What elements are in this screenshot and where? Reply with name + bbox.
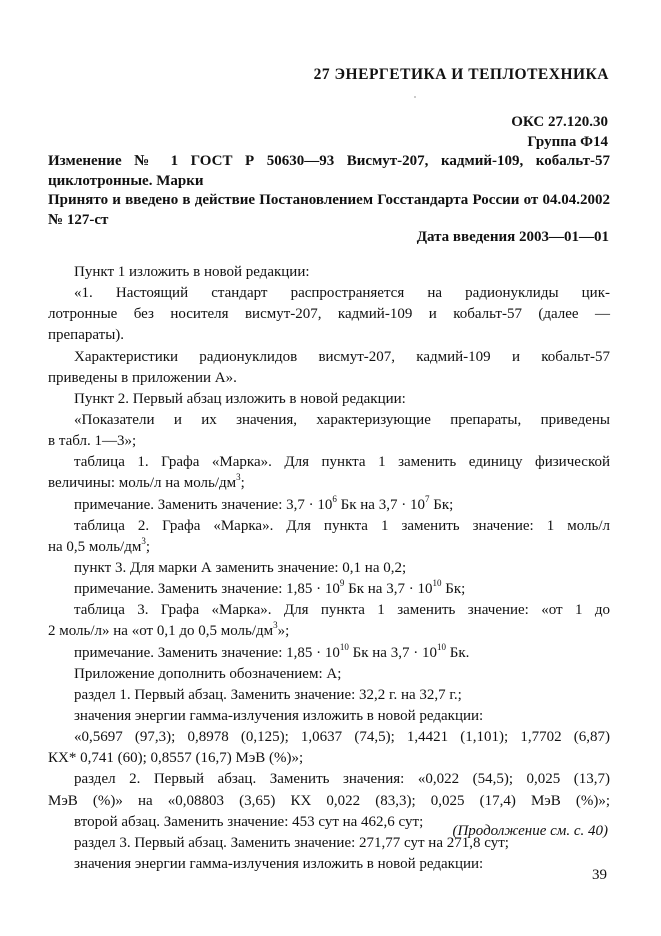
oks-code: ОКС 27.120.30 [511,114,608,130]
text-run: Бк на 3,7 · 10 [336,496,425,513]
text-run: Бк. [445,644,470,661]
amendment-body [48,262,610,875]
superscript: 3 [236,472,241,483]
text-run: Бк; [429,496,454,513]
body-line: препараты). [48,327,125,344]
body-line: таблица 2. Графа «Марка». Для пункта 1 заменить значение: 1 моль/л [74,517,610,534]
amendment-adoption: Принято и введено в действие Постановлением Госстандарта России от 04.04.2002 № 127-ст [48,192,610,228]
text-run: примечание. Заменить значение: 1,85 · 10 [74,644,340,661]
body-line: значения энергии гамма-излучения изложить в новой редакции: [74,855,484,872]
body-line [48,537,610,558]
body-line: «0,5697 (97,3); 0,8978 (0,125); 1,0637 (74,5); 1,4421 (1,101); 1,7702 (6,87) [74,729,610,746]
scan-speck [414,96,416,98]
body-line: раздел 1. Первый абзац. Заменить значение: 32,2 г. на 32,7 г.; [74,686,462,703]
superscript: 7 [424,493,430,504]
superscript: 10 [339,641,349,652]
body-line: второй абзац. Заменить значение: 453 сут на 462,6 сут; [74,813,424,830]
effective-date: Дата введения 2003—01—01 [416,229,609,245]
body-line: в табл. 1—3»; [48,433,137,450]
body-line [48,579,610,600]
body-line: «Показатели и их значения, характеризующие препараты, приведены [74,411,610,428]
body-line [48,473,610,494]
body-line [48,643,610,664]
text-run: ; [145,538,151,555]
body-line: приведены в приложении А». [48,369,237,386]
text-run: »; [277,623,290,640]
body-line: таблица 1. Графа «Марка». Для пункта 1 заменить единицу физической [74,454,610,471]
body-line: «1. Настоящий стандарт распространяется на радионуклиды цик- [74,285,610,302]
superscript: 10 [432,578,442,589]
superscript: 3 [141,535,146,546]
continuation-note: (Продолжение см. с. 40) [452,823,608,839]
superscript: 9 [339,578,345,589]
body-line: МэВ (%)» на «0,08803 (3,65) КХ 0,022 (83,3); 0,025 (17,4) МэВ (%)»; [48,792,610,809]
body-line: Пункт 2. Первый абзац изложить в новой редакции: [74,390,406,407]
body-line: Характеристики радионуклидов висмут-207, кадмий-109 и кобальт-57 [74,348,610,365]
body-line: раздел 3. Первый абзац. Заменить значение: 271,77 сут на 271,8 сут; [74,834,509,851]
superscript: 6 [332,493,337,504]
text-run: на 0,5 моль/дм [48,538,142,555]
text-run: 2 моль/л» на «от 0,1 до 0,5 моль/дм [48,623,274,640]
body-line: КХ* 0,741 (60); 0,8557 (16,7) МэВ (%)»; [48,750,304,767]
superscript: 3 [273,620,278,631]
page-number: 39 [592,867,607,883]
group-code: Группа Ф14 [527,134,608,150]
body-line [48,621,610,642]
text-run: примечание. Заменить значение: 1,85 · 10 [74,581,340,598]
body-line: значения энергии гамма-излучения изложить в новой редакции: [74,707,484,724]
text-run: примечание. Заменить значение: 3,7 · 10 [74,496,333,513]
amendment-title: Изменение № 1 ГОСТ Р 50630—93 Висмут-207, кадмий-109, кобальт-57 циклотронные. Марки [48,153,610,189]
text-run: Бк на 3,7 · 10 [344,581,433,598]
text-run: Бк; [441,581,466,598]
body-line: лотронные без носителя висмут-207, кадмий-109 и кобальт-57 (далее — [48,306,610,323]
body-line: пункт 3. Для марки А заменить значение: 0,1 на 0,2; [74,559,407,576]
body-line [48,495,610,516]
body-line: Пункт 1 изложить в новой редакции: [74,264,310,280]
text-run: Бк на 3,7 · 10 [348,644,437,661]
text-run: ; [240,475,245,492]
section-title: 27 ЭНЕРГЕТИКА И ТЕПЛОТЕХНИКА [313,66,609,83]
superscript: 10 [436,641,446,652]
text-run: величины: моль/л на моль/дм [48,475,237,492]
body-line: Приложение дополнить обозначением: А; [74,665,342,682]
body-line: таблица 3. Графа «Марка». Для пункта 1 заменить значение: «от 1 до [74,602,610,619]
body-line: раздел 2. Первый абзац. Заменить значения: «0,022 (54,5); 0,025 (13,7) [74,771,610,788]
